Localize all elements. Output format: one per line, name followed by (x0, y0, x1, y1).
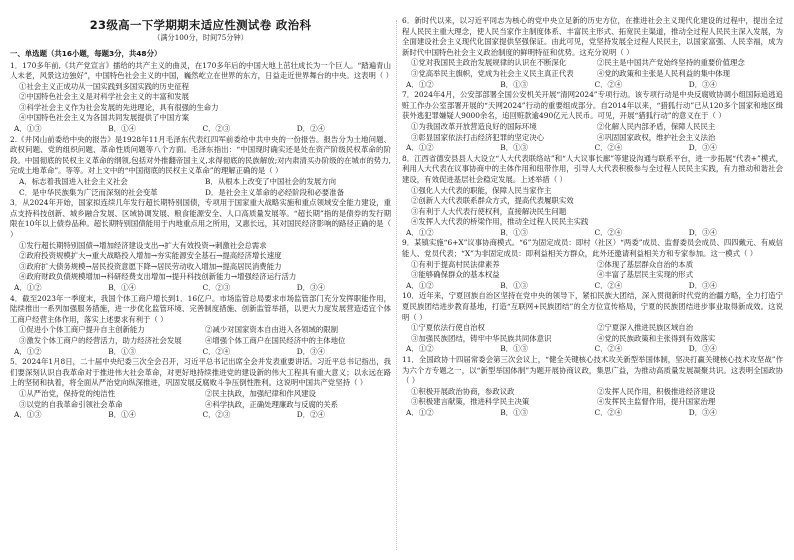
option: ③党高举民主旗帜，党成为社会主义民主真正代表 (411, 68, 574, 78)
answer-choice: D．③④ (688, 79, 717, 89)
answer-choice: C．②④ (594, 344, 623, 354)
question-stem: 11．全国政协十四届常委会第三次会议上，“健全关键核心技术攻关新型举国体制，坚决打赢关键核心技术攻坚战”作为六个方专题之一，以“新型举国体制”为题开展协商议政，集思广益，为推动高质量发展凝聚共识。这表明全国政协（ ） (402, 355, 783, 386)
answer-choices (402, 143, 783, 154)
question (10, 357, 391, 421)
option-row (402, 260, 783, 271)
option: ②中国特色社会主义是对科学社会主义的丰富和发展 (19, 92, 189, 102)
option: ③积极建言献策，推进科学民主决策 (411, 397, 530, 407)
answer-choices (402, 408, 783, 419)
answer-choice: C．②④ (594, 227, 623, 237)
option-row (402, 334, 783, 345)
answer-choice: D．②④ (296, 124, 325, 134)
option: ②民主是中国共产党始终坚持的重要价值理念 (597, 58, 745, 68)
right-column (402, 16, 783, 419)
option: ③以党的自我革命引领社会革命 (19, 399, 123, 409)
option: ③政府扩大债务规模→居民投资意愿下降→居民劳动收入增加→提高居民消费能力 (19, 261, 282, 271)
option: ②民主执政，加强纪律和作风建设 (205, 388, 316, 398)
section-heading: 一、单选题（共16小题，每题3分，共48分） (10, 49, 162, 58)
answer-choice: D．③④ (688, 280, 717, 290)
answer-choices (402, 281, 783, 292)
option: ①有利于提高村民法律素养 (411, 259, 500, 269)
answer-choice: D．③④ (688, 407, 717, 417)
answer-choice: B．①④ (108, 282, 136, 292)
question-stem: 10．近年来，宁夏回族自治区坚持在党中央的领导下，紧扣民族大团结，深入贯彻新时代党的治疆方略，全力打造宁夏民族团结进步教育基地，打造“互联网+民族团结”的全方位宣传格局，宁夏的民族团结进步事业取得新成效。这说明（ ） (402, 291, 783, 322)
option: C．是中华民族集为广泛而深刻的社会变革 (19, 187, 158, 197)
answer-choice: D．③④ (296, 282, 325, 292)
option-row (10, 325, 391, 336)
option: ③科学社会主义作为社会发展的先进理论，具有很强的生命力 (19, 102, 219, 112)
answer-choice: C．②④ (202, 346, 231, 356)
answer-choice: A．①② (406, 407, 434, 417)
option: ①发行超长期特别国债→增加经济建设支出→扩大有效投资→刺激社会总需求 (19, 240, 267, 250)
option: ①积极开展政治协商，参政议政 (411, 386, 515, 396)
question-stem: 2.《井冈山前委给中央的报告》是1928年11月毛泽东代表红四军前委给中共中央的一份报告。报告分为土地问题、政权问题、党的组织问题、革命性质问题等八个方面。毛泽东指出：“中国现时确实还是处在资产阶级民权革命的阶段。中国彻底的民权主义革命的纲领,包括对外推翻帝国主义,求得彻底的民族解放;对内肃清买办阶级的在城市的势力,完成土地革命”。等等。对上文中的“中国彻底的民权主义革命”的理解正确的是（ ） (10, 134, 391, 176)
option: ①从严治党，保持党的纯洁性 (19, 388, 116, 398)
answer-choice: B．①③ (500, 407, 528, 417)
answer-choices (10, 283, 391, 294)
question (402, 16, 783, 90)
option: ③能够确保群众的基本权益 (411, 270, 500, 280)
exam-title: 23级高一下学期期末适应性测试卷 政治科 (89, 18, 312, 32)
option: ④发挥民主监督作用，提升国家治理 (597, 397, 716, 407)
exam-subtitle: （满分100分，时间75分钟） (153, 33, 248, 42)
option: ②体现了基层群众自治的本质 (597, 259, 694, 269)
option: ②减少对国家资本自由进入各领域的限制 (205, 325, 339, 335)
option: ③激发个体工商户的经营活力，助力经济社会发展 (19, 335, 182, 345)
option-row (402, 133, 783, 144)
answer-choice: C．②④ (594, 280, 623, 290)
answer-choice: D．③④ (296, 346, 325, 356)
option: A．标志着我国进入社会主义社会 (19, 177, 128, 187)
answer-choice: A．①② (14, 282, 42, 292)
answer-choices (402, 344, 783, 355)
option-row (402, 323, 783, 334)
answer-choice: B．①③ (500, 280, 528, 290)
option: B．从根本上改变了中国社会的发展方向 (205, 177, 337, 187)
option: ①强化人大代表的职能，保障人民当家作主 (411, 185, 552, 195)
answer-choice: B．①④ (108, 124, 136, 134)
question-stem: 3．从2024年开始，国家拟连续几年发行超长期特别国债，专项用于国家重大战略实施和重点领域安全能力建设，重点支持科技创新、城乡融合发展、区域协调发展、粮食能源安全、人口高质量发展等。“超长期”指的是债券的发行期限在10年以上债券品种。超长期特别国债能用于内地重点用之所用，又惠长远，其对国民经济影响的路径正确的是（ ） (10, 198, 391, 239)
option: ④增强个体工商户在国民经济中的主体地位 (205, 335, 346, 345)
question (10, 60, 394, 135)
answer-choice: A．①② (406, 227, 434, 237)
option-row (402, 122, 783, 133)
option-row (10, 389, 391, 400)
left-column (10, 16, 394, 421)
answer-choices (402, 228, 783, 239)
question-stem: 4．截至2023年一季度末，我国个体工商户增长到1．16亿户。市场监管总局要求市场监管部门充分发挥职能作用，陆续推出一系列加强服务措施，进一步优化监管环境、完善制度措施、创新监管举措，以更大力度发展营造适宜个体工商户经营主体作用，落实上述要求有利于（ ） (10, 293, 391, 324)
answer-choice: B．①④ (108, 410, 136, 420)
option: ①促进小个体工商户提升自主创新能力 (19, 325, 145, 335)
answer-choice: A．①② (406, 143, 434, 153)
option-row (10, 400, 391, 411)
answer-choices (402, 80, 783, 91)
option: ③有利于人大代表行使权利，直接解决民生问题 (411, 206, 567, 216)
answer-choice: C．②③ (202, 410, 231, 420)
option-row (10, 177, 391, 188)
question-stem: 6．新时代以来，以习近平同志为核心的党中央立足新的历史方位，在推进社会主义现代化建设的过程中，提出全过程人民民主重大理念，使人民当家作主制度体系、丰富民主形式、拓宽民主渠道，推动全过程人民民主深入发展，为全面建设社会主义现代化国家提供坚强保证。由此可见，党坚持发展全过程人民民主，以国家富强、人民幸福，成为新时代中国特色社会主义政治制度的鲜明特征和优势。这充分说明（ ） (402, 16, 783, 57)
answer-choice: C．②③ (202, 282, 231, 292)
answer-choice: A．①③ (14, 124, 42, 134)
option-row (402, 387, 783, 398)
answer-choice: A．①② (406, 344, 434, 354)
option: ①党对我国民主政治发展规律的认识在不断深化 (411, 58, 567, 68)
answer-choice: A．①② (406, 79, 434, 89)
answer-choice: D．③④ (688, 143, 717, 153)
option: ①为我国改革开放营造良好的国际环境 (411, 121, 537, 131)
answer-choice: A．①② (14, 346, 42, 356)
option: ④发挥人大代表的桥梁作用，推动全过程人民民主实践 (411, 217, 589, 227)
question-stem: 8．江西省德安县县人大设立“人大代表联络站”和“人大议事长廊”等建设沟通与联系平台，进一步拓展“代表+”模式，利用人大代表在议事协商中的主体作用和纽带作用，引导人大代表积极参与全过程人民民主实践，有力推动和谐社会建设，有效促进基层社会稳定发展。上述举措（ ） (402, 153, 783, 184)
option: ④政府财政负债规模增加→科研经费支出增加→提升科技创新能力→增强经济运行活力 (19, 272, 297, 282)
column-divider (396, 20, 397, 550)
option: D．是社会主义革命的必经阶段和必要准备 (205, 187, 344, 197)
question (402, 355, 783, 419)
question-stem: 5．2024年1月8日，二十届中央纪委三次全会召开，习近平总书记出席全会并发表重要讲话。习近平总书记指出，我们要深刻认识自我革命对于推进伟大社会革命，对更好地持续推进党的建设新的伟大工程具有重大意义；以永远在路上的坚韧和执着，将全面从严治党向纵深推进，巩固发展反腐败斗争压倒性胜利。这说明中国共产党坚持（ ） (10, 357, 391, 388)
answer-choices (10, 124, 391, 135)
question-stem: 7．2024年4月，公安部部署全国公安机关开展“清网2024”专项行动。该专项行动是中央反腐败协调小组国际追逃追赃工作办公室部署开展的“天网2024”行动的重要组成部分。自2014年以来，“猎狐行动”已从120多个国家和地区缉获外逃犯罪嫌疑人9000余名，追回赃款逾490亿元人民币。可见，开展“猎狐行动”的意义在于（ ） (402, 90, 783, 121)
option: ④科学执政，正确处理廉政与反腐的关系 (205, 399, 339, 409)
answer-choice: C．②③ (202, 124, 231, 134)
answer-choice: B．①③ (500, 79, 528, 89)
question (402, 90, 783, 154)
question (402, 238, 783, 291)
question (402, 291, 783, 355)
question (10, 135, 391, 199)
answer-choice: D．③④ (688, 227, 717, 237)
option-row (10, 188, 391, 199)
answer-choice: C．②④ (594, 407, 623, 417)
option-row (10, 336, 391, 347)
option: ③加强民族团结，铸牢中华民族共同体意识 (411, 333, 552, 343)
option-row (402, 270, 783, 281)
answer-choice: A．①② (406, 280, 434, 290)
option: ④党的政策和主张是人民利益的集中体现 (597, 68, 731, 78)
answer-choice: D．②④ (296, 410, 325, 420)
option: ①社会主义正成功从一国实践到多国实践的历史征程 (19, 81, 189, 91)
option: ④丰富了基层民主实现的形式 (597, 270, 694, 280)
answer-choice: B．①③ (500, 344, 528, 354)
answer-choice: B．①③ (500, 227, 528, 237)
option: ④中国特色社会主义为各国共同发展提供了中国方案 (19, 113, 189, 123)
question (10, 294, 391, 358)
option: ④党的民族政策和主张得到有效落实 (597, 333, 716, 343)
answer-choices (10, 347, 391, 358)
question-stem: 9．某镇实施“6+X”议事协商模式。“6”为固定成员：即村（社区）“两委”成员、监督委员会成员、四四戴元、有威信能人、党员代表；“X”为非固定成员：即利益相关方群众，此外还邀请利益相关方和专家参加。这一模式（ ） (402, 238, 783, 259)
option: ②政府投资规模扩大→重大战略投入增加→夯实能源安全基石→提高经济增长速度 (19, 251, 282, 261)
answer-choice: C．②④ (594, 79, 623, 89)
question (402, 154, 783, 239)
option: ②发挥人民作用，积极推进经济建设 (597, 386, 716, 396)
option-row (402, 58, 783, 69)
question (10, 198, 391, 293)
answer-choice: B．①③ (108, 346, 136, 356)
option: ②化解人民内部矛盾，保障人民民主 (597, 121, 716, 131)
question-stem: 1．170多年前,《共产党宣言》擂给的共产主义的曲灵，在170多年后的中国大地上茁壮成长为一个巨人。“踏遍青山人未老，风景这边独好”，中国特色社会主义的中国，巍然屹立在世界的东方，日益走近世界舞台的中央。这表明（ ） (10, 60, 394, 81)
answer-choices (10, 410, 391, 421)
answer-choice: A．①③ (14, 410, 42, 420)
answer-choice: D．③④ (688, 344, 717, 354)
answer-choice: C．②④ (594, 143, 623, 153)
answer-choice: B．①③ (500, 143, 528, 153)
option: ④巩固国家政权，维护社会主义法治 (597, 132, 716, 142)
option: ②宁夏深入推进民族区域自治 (597, 323, 694, 333)
option: ③彰显国家依法打击经济犯罪的坚定决心 (411, 132, 545, 142)
option-row (402, 397, 783, 408)
option: ②创新人大代表联系群众方式，提高代表履职实效 (411, 196, 574, 206)
option-row (402, 69, 783, 80)
option: ①宁夏依法行使自治权 (411, 323, 485, 333)
